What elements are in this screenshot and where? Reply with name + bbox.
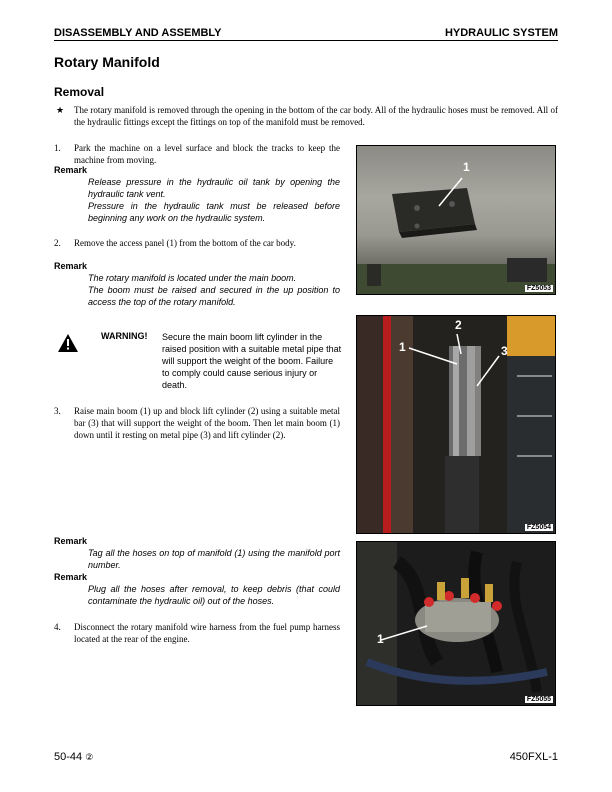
remark-label: Remark: [54, 165, 88, 175]
section-heading: Removal: [54, 85, 105, 99]
step-number: 4.: [54, 622, 61, 632]
step-text: Remove the access panel (1) from the bottom of the car body.: [74, 238, 296, 248]
callout-number: 2: [455, 318, 462, 332]
remark-text: Release pressure in the hydraulic oil tank by opening the hydraulic tank vent.: [88, 177, 340, 199]
figure-manifold-hoses: [356, 541, 556, 706]
remark-label: Remark: [54, 572, 88, 582]
page-title: Rotary Manifold: [54, 54, 160, 70]
header-rule: [54, 40, 558, 41]
step-text: Park the machine on a level surface and block the tracks to keep the machine from moving.: [74, 143, 340, 165]
page-number: [54, 751, 93, 763]
figure-boom-cylinder: [356, 315, 556, 534]
step-number: 1.: [54, 143, 61, 153]
page-number-text: 50-44: [54, 751, 83, 763]
figure-access-panel: [356, 145, 556, 295]
intro-note: The rotary manifold is removed through the opening in the bottom of the car body. All of the hydraulic hoses must be removed. All of the hydraulic fittings except the fittings on top of the manifold must be removed.: [74, 105, 558, 127]
remark-label: Remark: [54, 261, 88, 271]
header-right: HYDRAULIC SYSTEM: [444, 27, 558, 39]
callout-number: 1: [463, 160, 470, 174]
figure-id: FZ5053: [526, 285, 551, 292]
callout-number: 3: [501, 344, 508, 358]
remark-text: The rotary manifold is located under the main boom.: [88, 273, 297, 283]
figure-id: FZ5055: [526, 696, 551, 703]
step-number: 3.: [54, 406, 61, 416]
remark-text: Pressure in the hydraulic tank must be released before beginning any work on the hydraulic system.: [88, 201, 340, 223]
revision-mark: ②: [85, 753, 94, 763]
star-icon: ★: [56, 105, 65, 115]
model-number: 450FXL-1: [509, 751, 558, 763]
warning-icon: [57, 333, 79, 353]
warning-label: WARNING!: [101, 331, 148, 341]
remark-label: Remark: [54, 536, 88, 546]
warning-text: Secure the main boom lift cylinder in the raised position with a suitable metal pipe that will support the weight of the boom. Failure to comply could cause serious injury or death.: [162, 332, 342, 390]
step-text: Raise main boom (1) up and block lift cylinder (2) using a suitable metal bar (3) that will support the weight of the boom. Then let main boom (1) down until it resting on metal pipe (3) and lift cylinder (2).: [74, 406, 340, 440]
remark-text: The boom must be raised and secured in the up position to access the top of the rotary manifold.: [88, 285, 340, 307]
remark-text: Plug all the hoses after removal, to keep debris (that could contaminate the hydraulic oil) out of the hoses.: [88, 584, 340, 606]
step-number: 2.: [54, 238, 61, 248]
step-text: Disconnect the rotary manifold wire harness from the fuel pump harness located at the rear of the engine.: [74, 622, 340, 644]
callout-number: 1: [377, 632, 384, 646]
figure-id: FZ5054: [526, 524, 551, 531]
header-left: DISASSEMBLY AND ASSEMBLY: [54, 27, 222, 39]
callout-number: 1: [399, 340, 406, 354]
remark-text: Tag all the hoses on top of manifold (1) using the manifold port number.: [88, 548, 340, 570]
